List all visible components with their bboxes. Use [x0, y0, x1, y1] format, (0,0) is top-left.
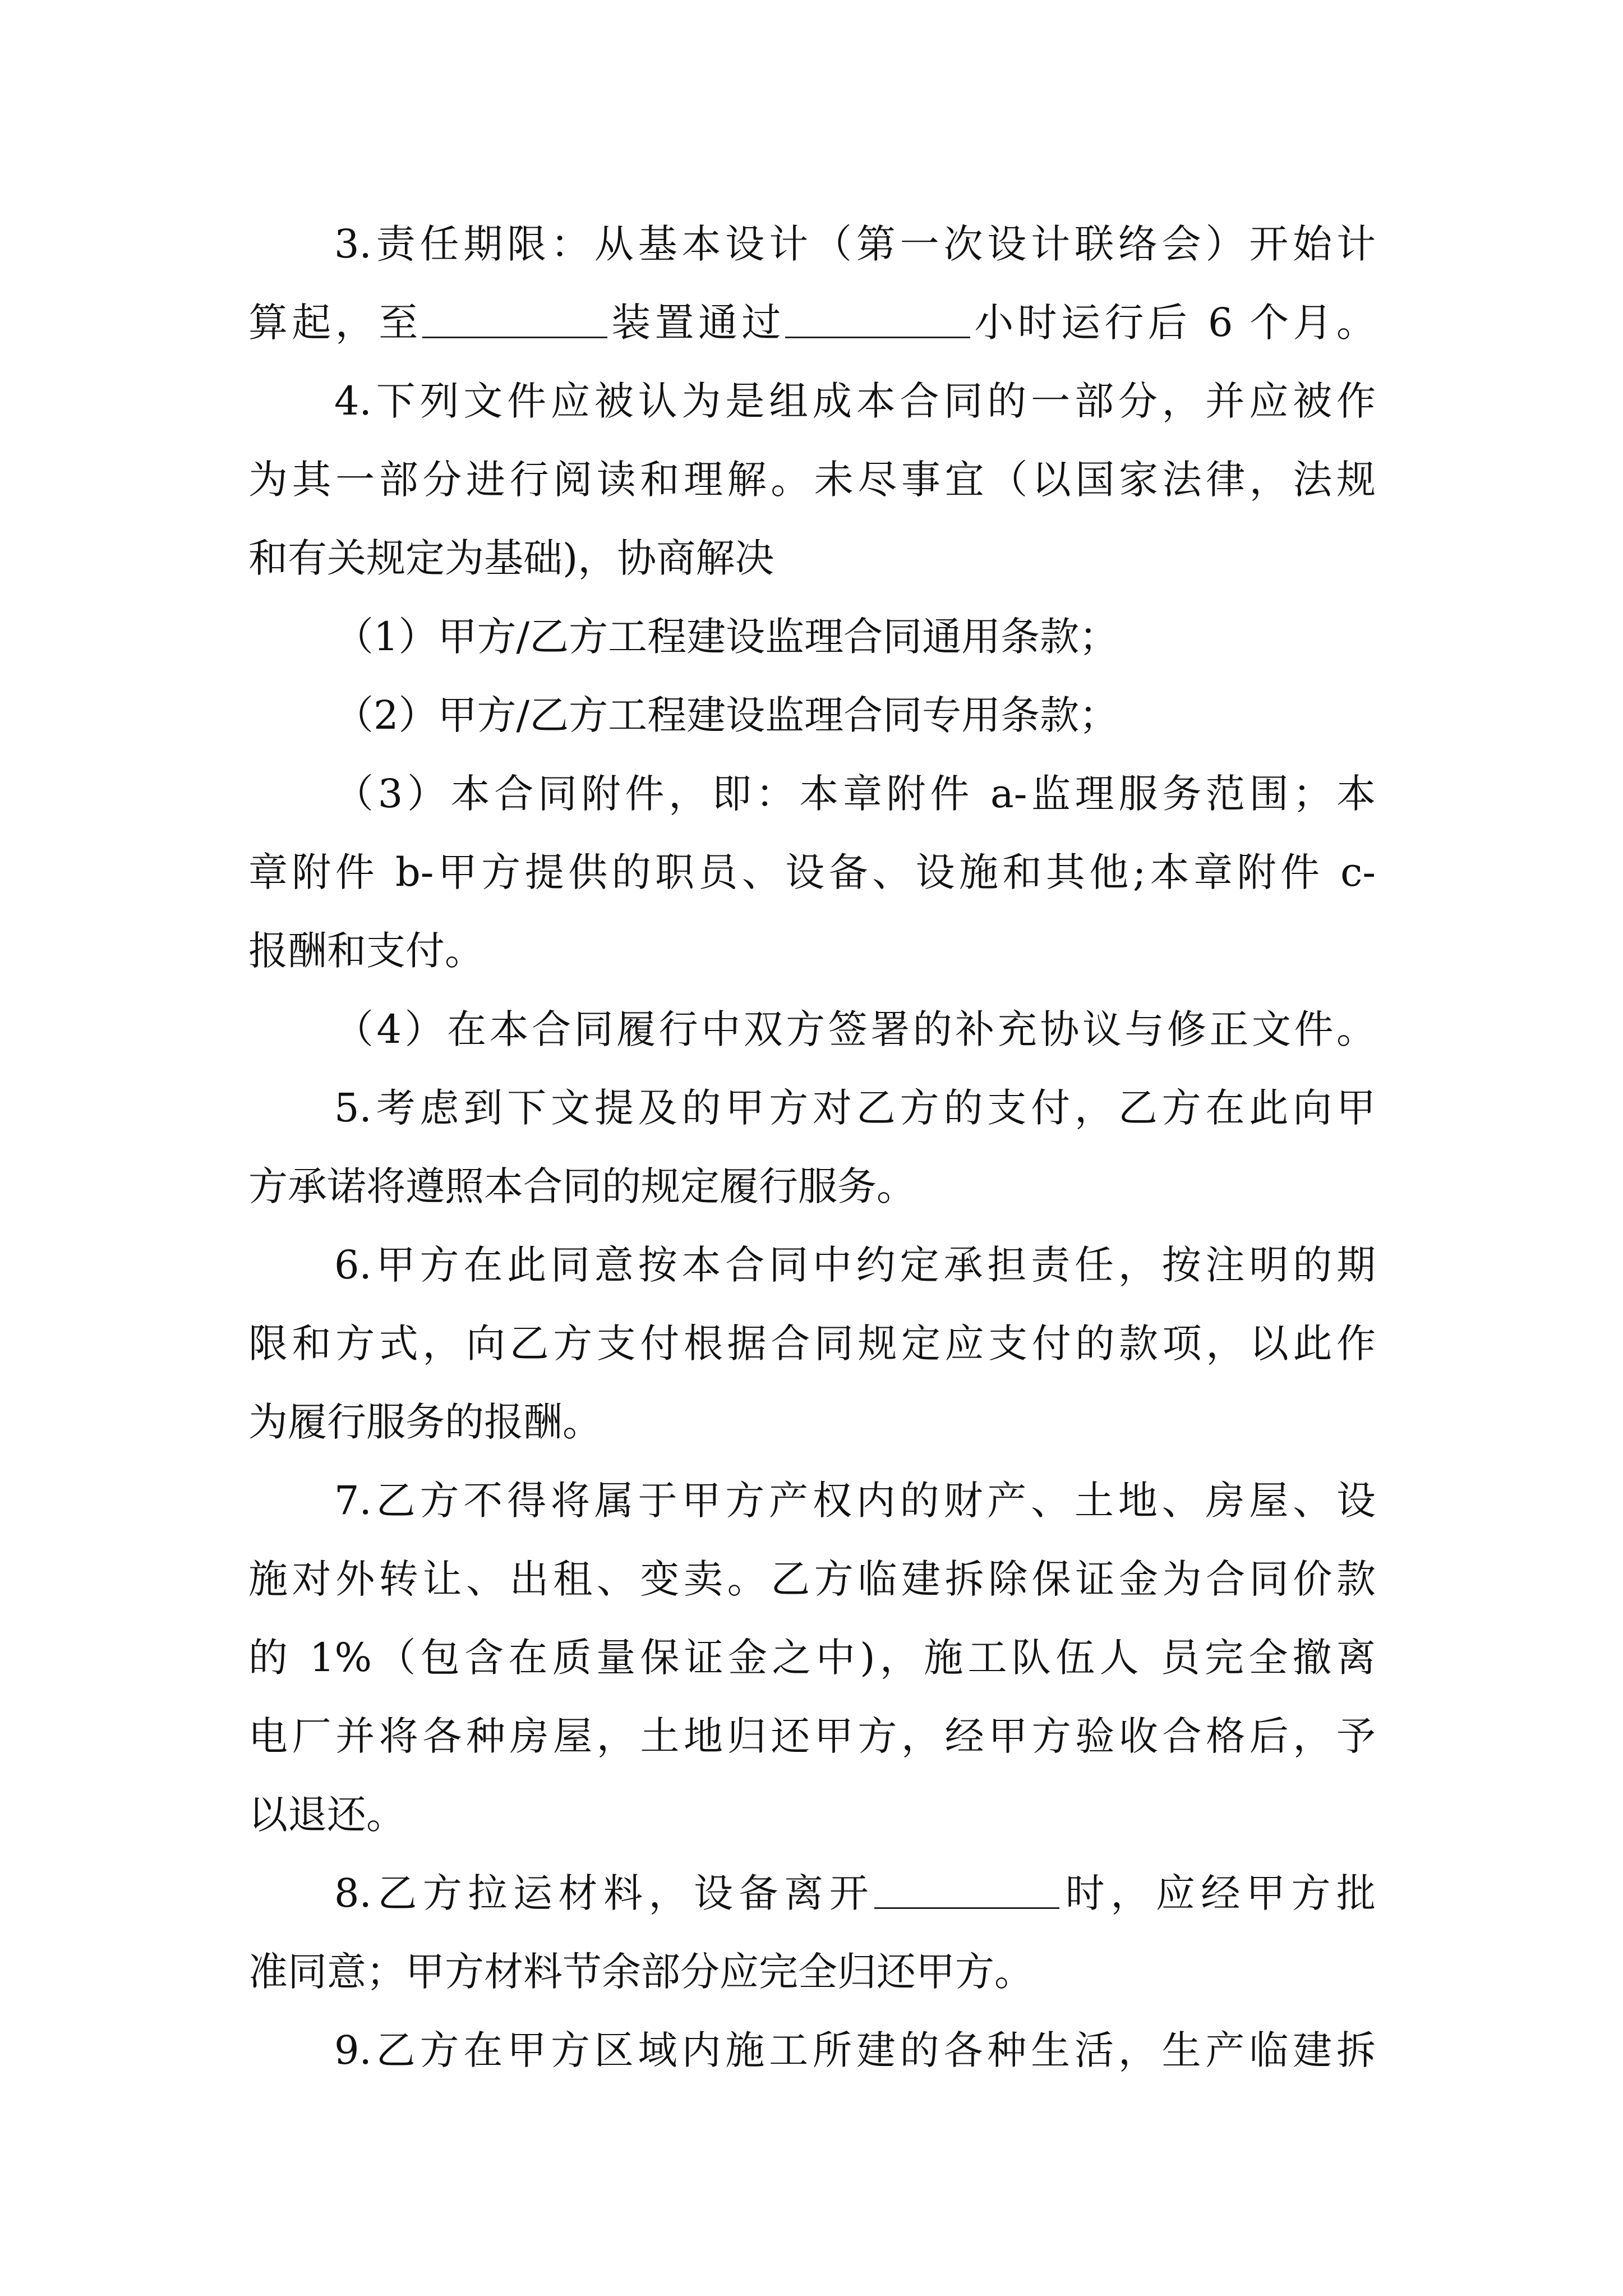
- fill-in-blank[interactable]: [422, 303, 607, 338]
- clause-4-line-3: 和有关规定为基础)，协商解决: [248, 535, 774, 581]
- clause-7-line-2: 施对外转让、出租、变卖。乙方临建拆除保证金为合同价款: [248, 1556, 1376, 1602]
- clause-3-text-b: 装置通过: [607, 300, 785, 346]
- clause-7-line-4: 电厂并将各种房屋，土地归还甲方，经甲方验收合格后，予: [248, 1713, 1376, 1759]
- fill-in-blank[interactable]: [785, 303, 970, 338]
- clause-8-line-1: [334, 1851, 1376, 1935]
- list-item-3-line-1: （3）本合同附件，即：本章附件 a-监理服务范围；本: [334, 771, 1376, 817]
- clause-3-line-1: 3.责任期限：从基本设计（第一次设计联络会）开始计: [334, 221, 1376, 267]
- clause-8-line-2: 准同意；甲方材料节余部分应完全归还甲方。: [248, 1949, 1034, 1995]
- clause-6-line-1: 6.甲方在此同意按本合同中约定承担责任，按注明的期: [334, 1242, 1376, 1288]
- clause-7-line-1: 7.乙方不得将属于甲方产权内的财产、土地、房屋、设: [334, 1478, 1376, 1524]
- clause-3-text-a: 算起，至: [248, 300, 422, 346]
- clause-9-line-1: 9.乙方在甲方区域内施工所建的各种生活，生产临建拆: [334, 2027, 1376, 2073]
- list-item-1: （1）甲方/乙方工程建设监理合同通用条款；: [334, 614, 1119, 660]
- clause-4-line-2: 为其一部分进行阅读和理解。未尽事宜（以国家法律，法规: [248, 457, 1376, 503]
- list-item-2: （2）甲方/乙方工程建设监理合同专用条款；: [334, 692, 1119, 738]
- clause-4-line-1: 4.下列文件应被认为是组成本合同的一部分，并应被作: [334, 378, 1376, 424]
- clause-8-text-b: 时，应经甲方批: [1059, 1870, 1376, 1916]
- fill-in-blank[interactable]: [874, 1874, 1059, 1909]
- clause-6-line-3: 为履行服务的报酬。: [248, 1399, 602, 1445]
- list-item-3-line-2: 章附件 b-甲方提供的职员、设备、设施和其他;本章附件 c-: [248, 849, 1376, 895]
- clause-7-line-3: 的 1%（包含在质量保证金之中)，施工队伍人 员完全撤离: [248, 1635, 1376, 1681]
- clause-3-text-c: 小时运行后 6 个月。: [970, 300, 1376, 346]
- clause-7-line-5: 以退还。: [248, 1792, 405, 1838]
- clause-5-line-2: 方承诺将遵照本合同的规定履行服务。: [248, 1163, 916, 1209]
- clause-8-text-a: 8.乙方拉运材料，设备离开: [334, 1870, 875, 1916]
- clause-6-line-2: 限和方式，向乙方支付根据合同规定应支付的款项，以此作: [248, 1320, 1376, 1366]
- clause-5-line-1: 5.考虑到下文提及的甲方对乙方的支付，乙方在此向甲: [334, 1085, 1376, 1131]
- list-item-3-line-3: 报酬和支付。: [248, 928, 484, 974]
- clause-3-line-2: [248, 280, 1376, 365]
- list-item-4: （4）在本合同履行中双方签署的补充协议与修正文件。: [334, 1006, 1376, 1052]
